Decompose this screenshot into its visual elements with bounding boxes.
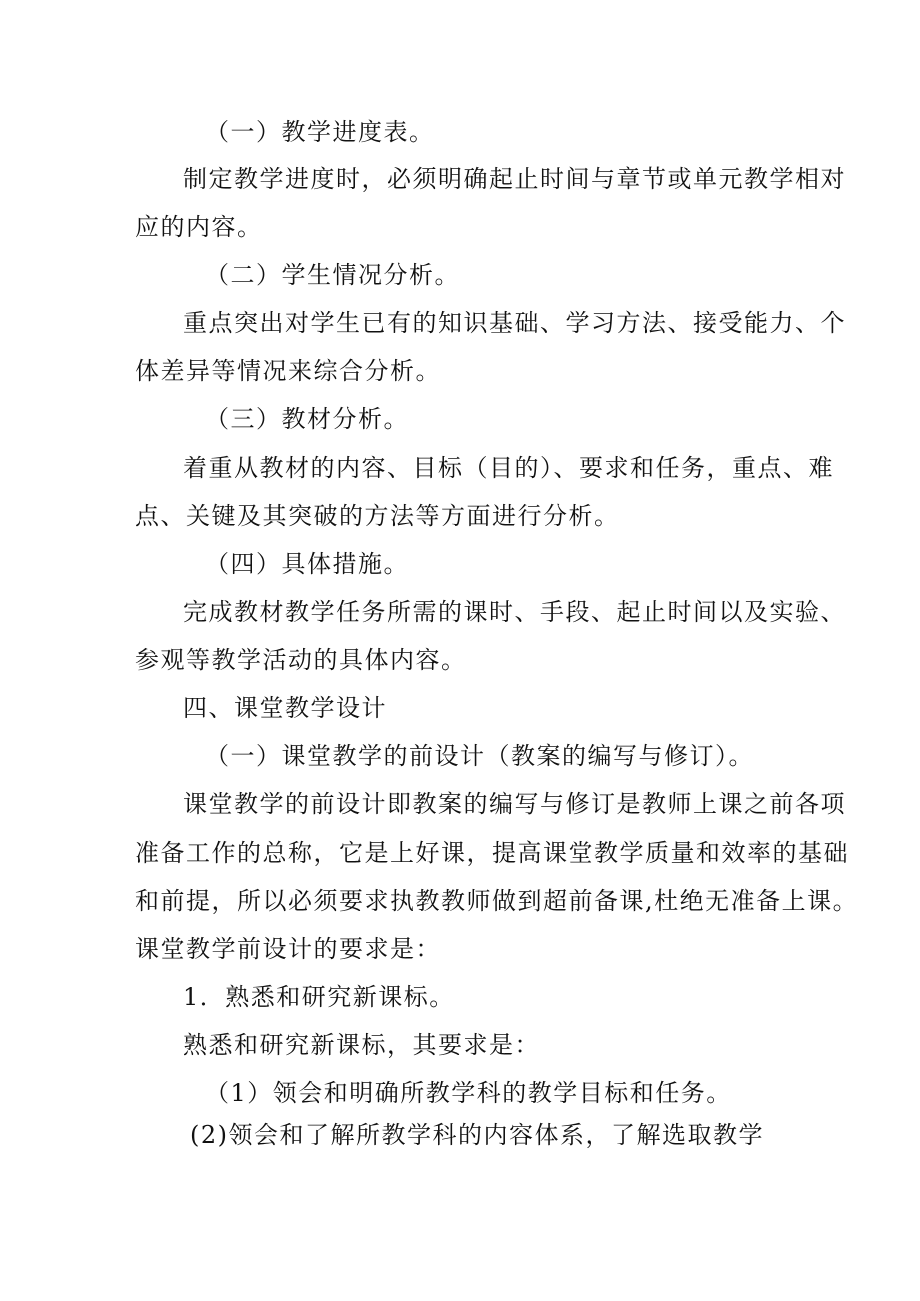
paragraph-line: 课堂教学的前设计即教案的编写与修订是教师上课之前各项 (183, 790, 846, 818)
paragraph-line: 制定教学进度时，必须明确起止时间与章节或单元教学相对 (183, 165, 846, 193)
heading-student-analysis: （二）学生情况分析。 (205, 261, 460, 289)
heading-pre-design: （一）课堂教学的前设计（教案的编写与修订）。 (205, 742, 754, 770)
paragraph-line: 完成教材教学任务所需的课时、手段、起止时间以及实验、 (183, 598, 846, 626)
list-item: (2)领会和了解所教学科的内容体系，了解选取教学 (190, 1121, 764, 1149)
paragraph-line: 重点突出对学生已有的知识基础、学习方法、接受能力、个 (183, 309, 846, 337)
paragraph-line: 着重从教材的内容、目标（目的）、要求和任务，重点、难 (183, 454, 834, 482)
heading-textbook-analysis: （三）教材分析。 (205, 405, 409, 433)
paragraph-line: 体差异等情况来综合分析。 (135, 357, 441, 385)
heading-teaching-schedule: （一）教学进度表。 (205, 118, 435, 146)
section-heading-classroom-design: 四、课堂教学设计 (183, 694, 387, 722)
paragraph-line: 参观等教学活动的具体内容。 (135, 646, 467, 674)
heading-specific-measures: （四）具体措施。 (205, 550, 409, 578)
paragraph-line: 熟悉和研究新课标，其要求是： (183, 1031, 540, 1059)
paragraph-line: 课堂教学前设计的要求是： (135, 935, 441, 963)
paragraph-line: 应的内容。 (135, 213, 263, 241)
paragraph-line: 和前提，所以必须要求执教教师做到超前备课,杜绝无准备上课。 (135, 887, 859, 915)
list-item: （1）领会和明确所教学科的教学目标和任务。 (205, 1079, 732, 1107)
paragraph-line: 点、关键及其突破的方法等方面进行分析。 (135, 502, 620, 530)
list-heading-curriculum: 1．熟悉和研究新课标。 (183, 983, 455, 1011)
paragraph-line: 准备工作的总称，它是上好课，提高课堂教学质量和效率的基础 (135, 839, 849, 867)
